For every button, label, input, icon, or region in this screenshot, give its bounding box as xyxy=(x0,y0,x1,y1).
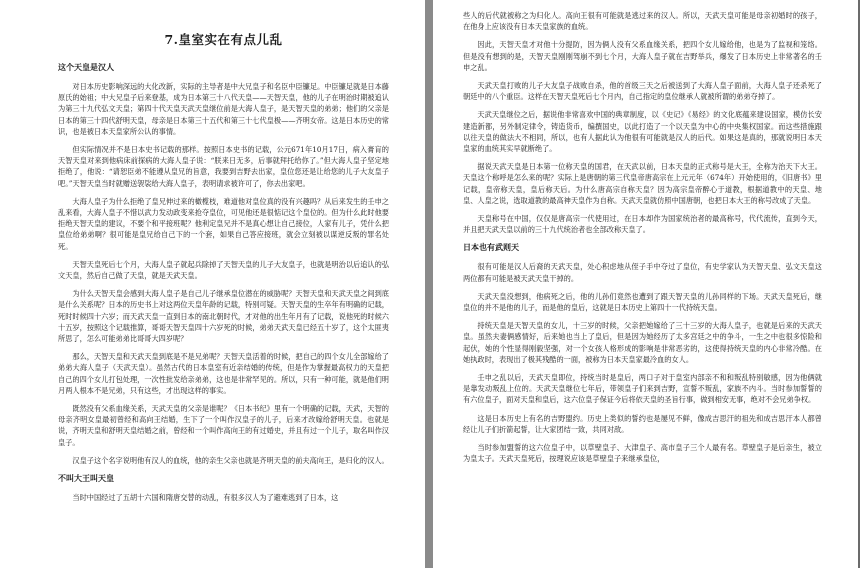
paragraph: 据说天武天皇是日本第一位称天皇的国君，在天武以前，日本天皇的正式称号是大王，全称为治天下大王。天皇这个称呼是怎么来的呢？实际上是唐朝的第三代皇帝唐高宗在上元元年（674年）开始使用的，《旧唐书》里记载，皇帝称天皇，皇后称天后。为什么唐高宗自称天皇？因为高宗皇帝醉心于道教，根据道教中的天皇、地皇、人皇之说，选取道教的最高神天皇作为自称。天武天皇就仿照中国唐朝，也把日本大王的称号改成了天皇。 xyxy=(463,162,822,205)
paragraph: 对日本历史影响深远的大化改新，实际的主导者是中大兄皇子和名臣中臣镰足。中臣镰足就是日本藤原氏的始祖；中大兄皇子后来登基，成为日本第三十八代天皇——天智天皇，他的儿子在明治时期被追认为第三十九代弘文天皇；第四十代天皇天武天皇继位前是大海人皇子，是天智天皇的弟弟；他们的父亲是日本的第三十四代舒明天皇，母亲是日本第三十五代和第三十七代皇极——齐明女帝。这是日本历史的常识，也是被日本天皇家所公认的事情。 xyxy=(58,82,389,136)
paragraph: 但实际情况并不是日本史书记载的那样。按照日本史书的记载，公元671年10月17日，病入膏肓的天智天皇对来到他病床前探病的大海人皇子说：“朕来日无多，后事就拜托给你了。”但大海人皇子坚定地拒绝了，他说：“请恕臣弟不能遵从皇兄的旨意，我要到吉野去出家，皇位您还是让给您的儿子大友皇子吧。”天智天皇当时就赠送袈裟给大海人皇子，表明请求被许可了，你去出家吧。 xyxy=(58,145,389,188)
chapter-title: 7.皇室实在有点儿乱 xyxy=(164,32,283,47)
paragraph: 因此，天智天皇才对他十分提防，因为俩人没有父系血缘关系，把四个女儿嫁给他，也是为了监视和笼络。但是没有想到的是，天智天皇刚刚驾崩不到七个月，大海人皇子就在吉野举兵，爆发了日本历史上非常著名的壬申之乱。 xyxy=(463,40,822,72)
paragraph: 壬申之乱以后，天武天皇即位，持统当时是皇后，两口子对于皇室内部亲不和和叛乱特别敏感，因为他俩就是靠发动叛乱上位的。天武天皇继位七年后，带领皇子们来到吉野，宣誓不叛乱，家族不内斗。当时参加誓誓的有六位皇子，面对天皇和皇后，这六位皇子保证今后将依天皇的圣旨行事，做到相安无事，绝对不会兄弟争权。 xyxy=(463,373,822,405)
paragraph: 天智天皇死后七个月，大海人皇子就起兵除掉了天智天皇的儿子大友皇子，也就是明治以后追认的弘文天皇，然后自己做了天皇，就是天武天皇。 xyxy=(58,259,389,281)
paragraph: 汉皇子这个名字说明他有汉人的血统，他的亲生父亲也就是齐明天皇的前夫高向王，是归化的汉人。 xyxy=(72,455,389,465)
paragraph: 当时中国经过了五胡十六国和隋唐交替的动乱，有很多汉人为了避难逃到了日本，这 xyxy=(72,493,339,503)
paragraph: 些人的后代就被称之为归化人。高向王很有可能就是逃过来的汉人。所以，天武天皇可能是母亲初婚时的孩子，在他身上应该没有日本天皇家族的血统。 xyxy=(463,11,822,32)
paragraph: 既然没有父系血缘关系，天武天皇的父亲是谁呢？《日本书纪》里有一个明确的记载，天武，天智的母亲齐明女皇最初曾经和高向王结婚，生下了一个叫作汉皇子的儿子，后来才改嫁给舒明天皇。也就是说，齐明天皇和舒明天皇结婚之前，曾经和一个叫作高向王的有过婚史，并且有过一个儿子，取名叫作汉皇子。 xyxy=(58,404,389,447)
paragraph: 天皇称号在中国，仅仅是唐高宗一代使用过，在日本却作为国家统治者的最高称号，代代流传，直到今天，并且把天武天皇以前的三十九代统治者也全部改称天皇了。 xyxy=(463,214,822,235)
paragraph: 持统天皇是天智天皇的女儿，十三岁的时候，父亲把她嫁给了三十三岁的大海人皇子，也就是后来的天武天皇。虽然夫妻俩感情好，后来她也当上了皇后，但是因为她经历了太多宫廷之中的争斗，一生之中也很多惊险和起伏，她的个性显得刚毅坚强，对一个女孩人格形成的影响是非常恶劣的，这使得持统天皇的内心非常冷酷。在她执政时，表现出了极其残酷的一面，被称为日本天皇家最冷血的女人。 xyxy=(463,321,822,364)
page-gutter xyxy=(425,0,433,568)
right-page-content xyxy=(463,10,822,472)
section-heading-wu-zetian: 日本也有武则天 xyxy=(463,242,519,253)
paragraph: 很有可能是汉人后裔的天武天皇，处心积虑地从侄子手中夺过了皇位，有史学家认为天智天皇、弘文天皇这两位都有可能是被天武天皇干掉的。 xyxy=(463,262,822,283)
paragraph: 天武天皇继位之后，据说他非常喜欢中国的典章制度，以《史记》《易经》的文化底蕴来建设国家，模仿长安建造新都，另外制定律令，铸造货币，编撰国史，以此打造了一个以天皇为中心的中央集权国家。而这些措施跟以往天皇的做法大不相同，所以，也有人据此认为他很有可能就是汉人的后代。如果这是真的，那就说明日本天皇家的血统其实早就断绝了。 xyxy=(463,110,822,154)
right-page xyxy=(433,0,858,568)
left-page xyxy=(0,0,425,568)
section-heading-han-emperor: 这个天皇是汉人 xyxy=(58,62,114,72)
paragraph: 当时参加盟誓的这六位皇子中，以草壁皇子、大津皇子、高市皇子三个人最有名。草壁皇子是后亲生，被立为皇太子。天武天皇死后，按理说应该是草壁皇子来继承皇位， xyxy=(463,443,822,464)
section-heading-tenno: 不叫大王叫天皇 xyxy=(58,473,114,484)
paragraph: 那么，天智天皇和天武天皇到底是不是兄弟呢？天智天皇活着的时候，把自己的四个女儿全部嫁给了弟弟大海人皇子（天武天皇）。虽然古代的日本皇室有近亲结婚的传统，但是作为掌握最高权力的天皇把自己的四个女儿打包处理，一次性批发给亲弟弟，这也是非常罕见的。所以，只有一种可能，就是他们明月两人根本不是兄弟，只有这些，才出现这样的事实。 xyxy=(58,352,389,395)
paragraph: 这是日本历史上有名的吉野盟约。历史上类似的誓约也是屡见不鲜，像成吉思汗的祖先和成吉思汗本人都曾经让儿子们折箭起誓，让大家团结一致，共同对敌。 xyxy=(463,413,822,434)
paragraph: 天武天皇没想到，他病死之后，他的儿孙们竟然也遭到了跟天智天皇的儿孙同样的下场。天武天皇死后，继皇位的并不是他的儿子，而是他的皇后，这就是日本历史上第四十一代持统天皇。 xyxy=(463,291,822,313)
left-page-content xyxy=(58,30,389,510)
paragraph: 大海人皇子为什么拒绝了皇兄伸过来的橄榄枝，难道他对皇位真的没有兴趣吗？从后来发生的壬申之乱来看，大海人皇子不惜以武力发动政变来抢夺皇位，可见他还是很惦记这个皇位的。但为什么此时他要拒绝天智天皇的建议，不要个和平接班呢？他利定皇兄并不是真心想让自己接位，人家有儿子，凭什么把皇位给弟弟啊？很可能是皇兄给自己下的一个套，如果自己答应接班，就会立刻被以谋逆反叛的罪名处死。 xyxy=(58,196,389,251)
paragraph: 天武天皇打败的儿子大友皇子战败自杀，他的首级三天之后被送到了大海人皇子面前，大海人皇子还杀死了朝廷中的八个重臣。这样在天智天皇死后七个月内，自己指定的皇位继承人就被所谓的弟弟夺掉了。 xyxy=(463,81,822,102)
paragraph: 为什么天智天皇会感到大海人皇子是自己儿子继承皇位潜在的威胁呢？天智天皇和天武天皇之间到底是什么关系呢？日本的历史书上对这两位天皇年龄的记载，特别可疑。天智天皇的生卒年有明确的记载，死时时候四十六岁；而天武天皇一直到日本的南北朝时代，才对他的出生年月有了记载，说他死的时候六十五岁，按照这个记载推算，哥哥天智天皇四十六岁死的时候，弟弟天武天皇已经五十岁了，这个太匪夷所思了，怎么可能弟弟比哥哥大四岁呢？ xyxy=(58,289,389,344)
